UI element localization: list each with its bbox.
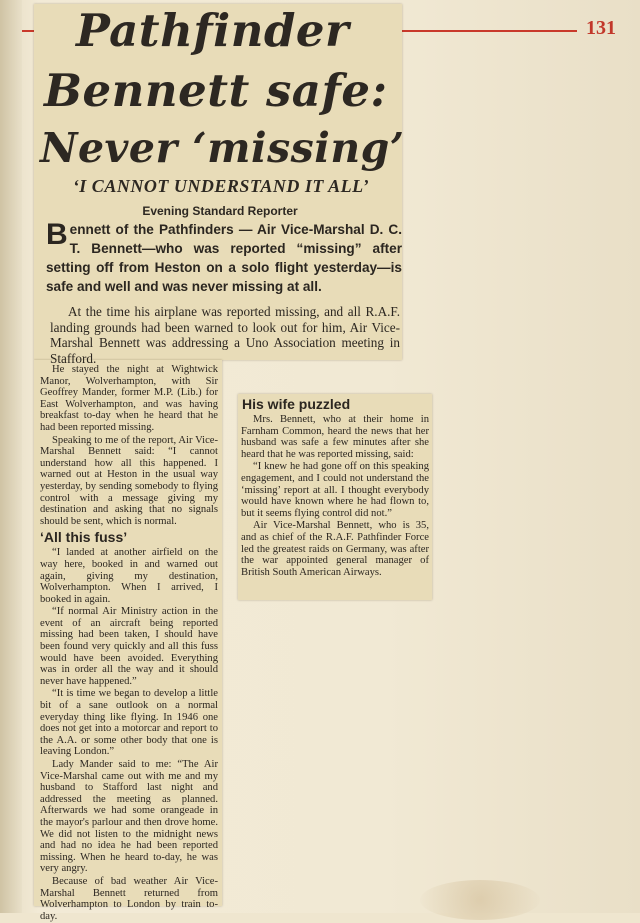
left-paragraph: “If normal Air Ministry action in the event of an aircraft being reported missing had been taken, I should have been found very quickly and all this fuss would have been avoided. Everything was in order all the way and it should never have happened.” <box>40 606 218 687</box>
headline-line-1: Pathfinder <box>76 4 350 57</box>
right-column-text <box>241 414 429 579</box>
headline-line-3: Never ‘missing’ <box>40 124 405 172</box>
drop-cap: B <box>46 218 68 251</box>
left-paragraph: Speaking to me of the report, Air Vice-Marshal Bennett said: “I cannot understand how all this happened. I warned out at Heston in the usual way yesterday, by sending somebody to flying control with a message giving my destination and asking that no signals should be sent, which is normal. <box>40 434 218 527</box>
lede-paragraph <box>46 220 402 296</box>
left-paragraph: Lady Mander said to me: “The Air Vice-Marshal came out with me and my husband to Stafford last night and addressed the meeting as planned. Afterwards we had some orangeade in the mayor's parlour and then drove home. We did not listen to the midnight news and had no idea he had been reported missing. When he heard to-day, he was very angry. <box>40 759 218 875</box>
page-number: 131 <box>586 17 616 39</box>
section-heading-fuss: ‘All this fuss’ <box>40 529 128 546</box>
left-paragraph: Because of bad weather Air Vice-Marshal Bennett returned from Wolverhampton to London by train to-day. <box>40 875 218 922</box>
left-column-text <box>40 364 218 923</box>
left-paragraph: He stayed the night at Wightwick Manor, Wolverhampton, with Sir Geoffrey Mander, former M.P. (Lib.) for East Wolverhampton, and was having breakfast to-day when he heard that he had been reported missing. <box>40 364 218 433</box>
byline: Evening Standard Reporter <box>142 204 298 218</box>
paper-stain <box>420 880 540 920</box>
headline-line-2: Bennett safe: <box>44 64 388 117</box>
intro-paragraph: At the time his airplane was reported missing, and all R.A.F. landing grounds had been warned to look out for him, Air Vice-Marshal Bennett was addressing a Uno Association meeting in Stafford. <box>50 304 400 366</box>
left-paragraph: “It is time we began to develop a little bit of a sane outlook on a normal everyday thing like flying. In 1946 one does not get into a motorcar and report to the A.A. or some other body that one is leaving London.” <box>40 688 218 758</box>
subheadline: ‘I CANNOT UNDERSTAND IT ALL’ <box>72 176 370 196</box>
section-heading-wife: His wife puzzled <box>242 396 351 412</box>
header-rule-left <box>22 30 34 32</box>
right-paragraph: “I knew he had gone off on this speaking engagement, and I could not understand the ‘missing’ report at all. I thought everybody would have known where he had flown to, but it seems flying control did not.” <box>241 461 429 519</box>
right-paragraph: Mrs. Bennett, who at their home in Farnham Common, heard the news that her husband was safe a few minutes after she heard that he was reported missing, said: <box>241 414 429 460</box>
left-paragraph: “I landed at another airfield on the way here, booked in and warned out again, giving my destination, Wolverhampton. When I arrived, I booked in again. <box>40 547 218 605</box>
page-binding-shadow <box>0 0 22 913</box>
lede-text: ennett of the Pathfinders — Air Vice-Marshal D. C. T. Bennett—who was reported “missing” after setting off from Heston on a solo flight yesterday—is safe and well and was never missing at all. <box>46 222 402 294</box>
right-paragraph: Air Vice-Marshal Bennett, who is 35, and as chief of the R.A.F. Pathfinder Force led the greatest raids on Germany, was after the war appointed general manager of British South American Airways. <box>241 520 429 578</box>
